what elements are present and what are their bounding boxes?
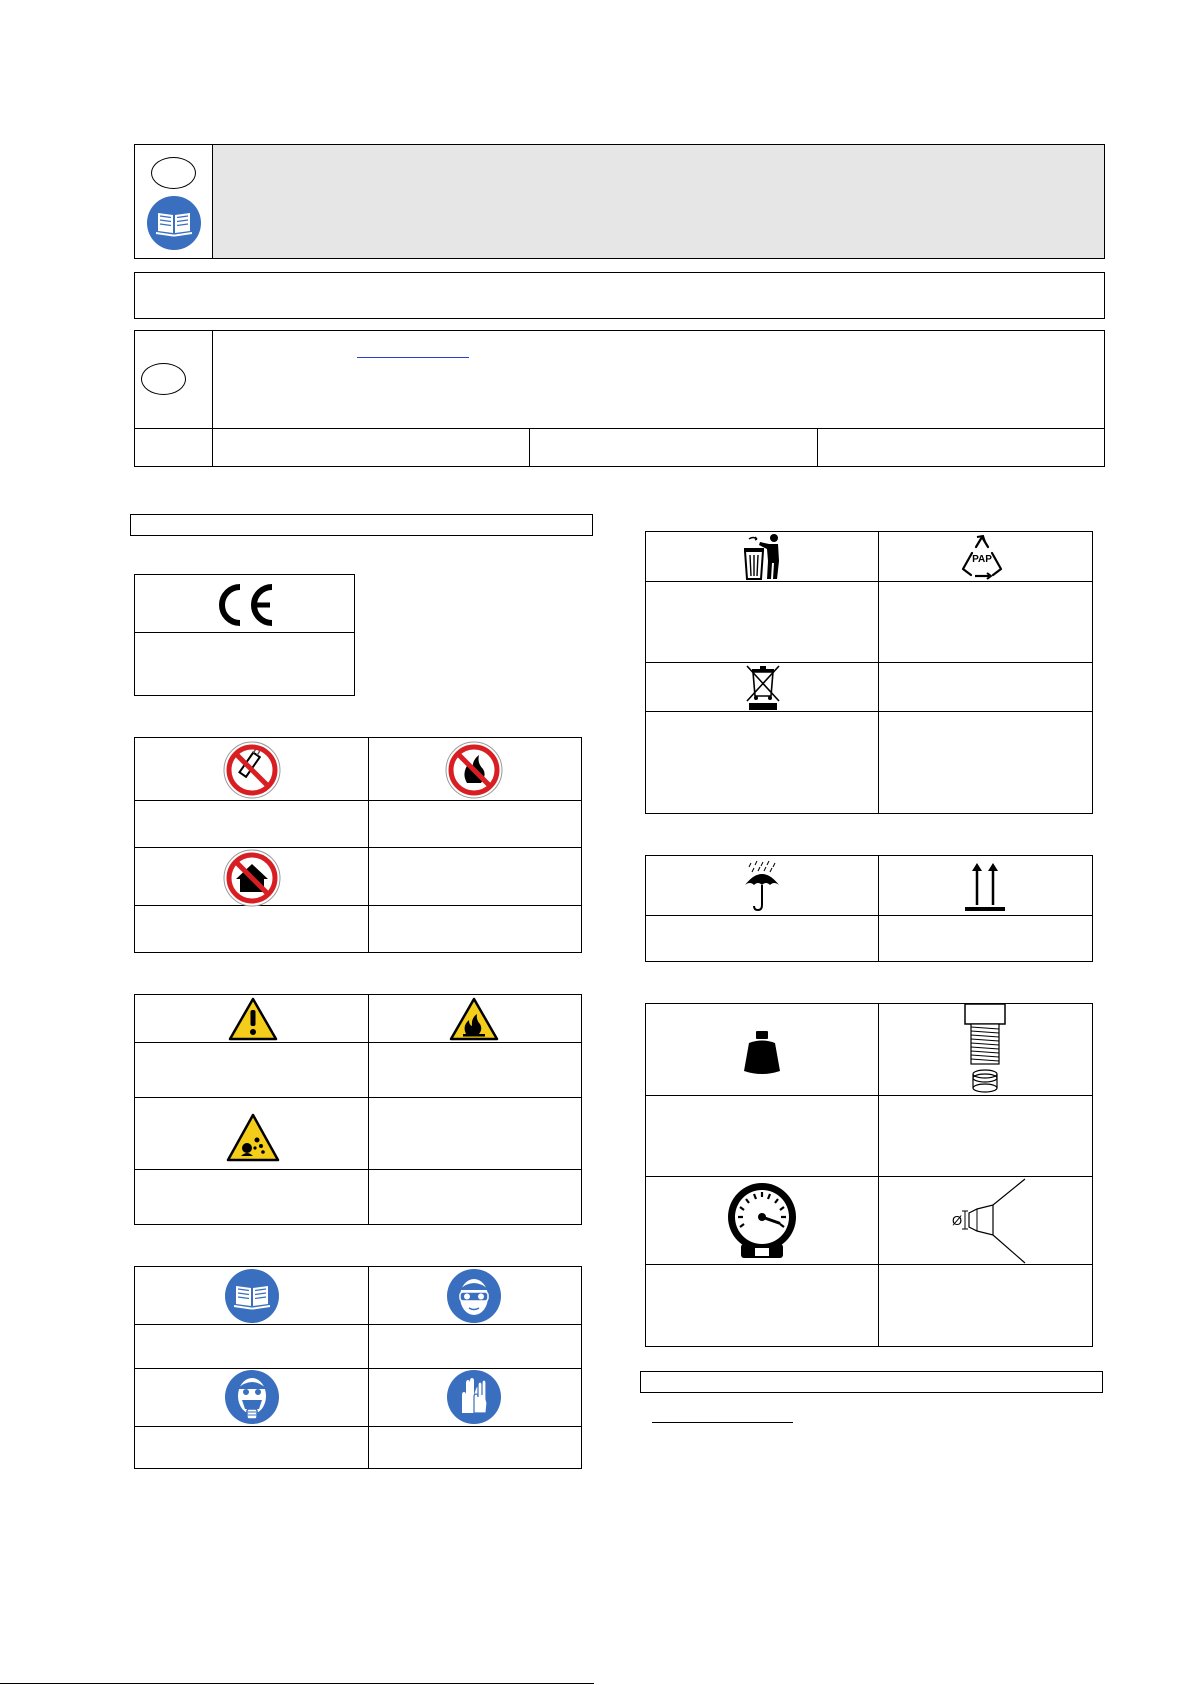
contact-website-link[interactable]: [357, 341, 469, 358]
paper-recycle-icon: [957, 533, 1007, 581]
thread-connection-icon: [959, 1004, 1011, 1094]
no-indoor-use-icon: [223, 849, 281, 907]
info-box: [134, 272, 1105, 319]
contact-box: [134, 330, 1105, 467]
this-way-up-icon: [963, 859, 1007, 913]
no-smoking-icon: [223, 741, 281, 799]
weight-icon: [741, 1029, 783, 1079]
technical-symbols-table: [645, 1003, 1093, 1347]
warning-signs-table: [134, 994, 582, 1225]
footer-rule: [0, 1683, 594, 1684]
harmful-vapour-icon: [225, 1112, 281, 1164]
ce-mark-icon: [214, 583, 276, 627]
ce-mark-box: [134, 574, 355, 696]
disposal-signs-table: [645, 531, 1093, 814]
general-warning-icon: [227, 996, 279, 1042]
pressure-gauge-icon: [721, 1180, 803, 1262]
read-manual-icon: [146, 195, 202, 251]
wear-goggles-icon: [446, 1268, 502, 1324]
recycle-code-label: PAP: [972, 554, 992, 565]
crossed-bin-icon: [744, 663, 782, 711]
prohibition-signs-table: [134, 737, 582, 953]
flammable-icon: [448, 996, 500, 1042]
dispose-in-bin-icon: [741, 533, 785, 581]
wear-respirator-icon: [224, 1369, 280, 1425]
contact-language-oval: [141, 363, 186, 395]
keep-dry-icon: [741, 859, 783, 913]
language-oval: [151, 157, 196, 189]
read-manual-icon: [224, 1268, 280, 1324]
header-notice-box: [134, 144, 1105, 259]
handling-signs-table: [645, 855, 1093, 962]
wear-gloves-icon: [446, 1369, 502, 1425]
mandatory-signs-table: [134, 1266, 582, 1469]
right-section-link[interactable]: [652, 1405, 793, 1423]
nozzle-diameter-label: Ø: [952, 1213, 963, 1228]
right-section-title-bar: [640, 1371, 1103, 1393]
left-section-title-bar: [130, 514, 593, 536]
no-open-flame-icon: [445, 741, 503, 799]
header-notice-fill: [213, 145, 1104, 258]
nozzle-diameter-icon: [933, 1177, 1033, 1265]
